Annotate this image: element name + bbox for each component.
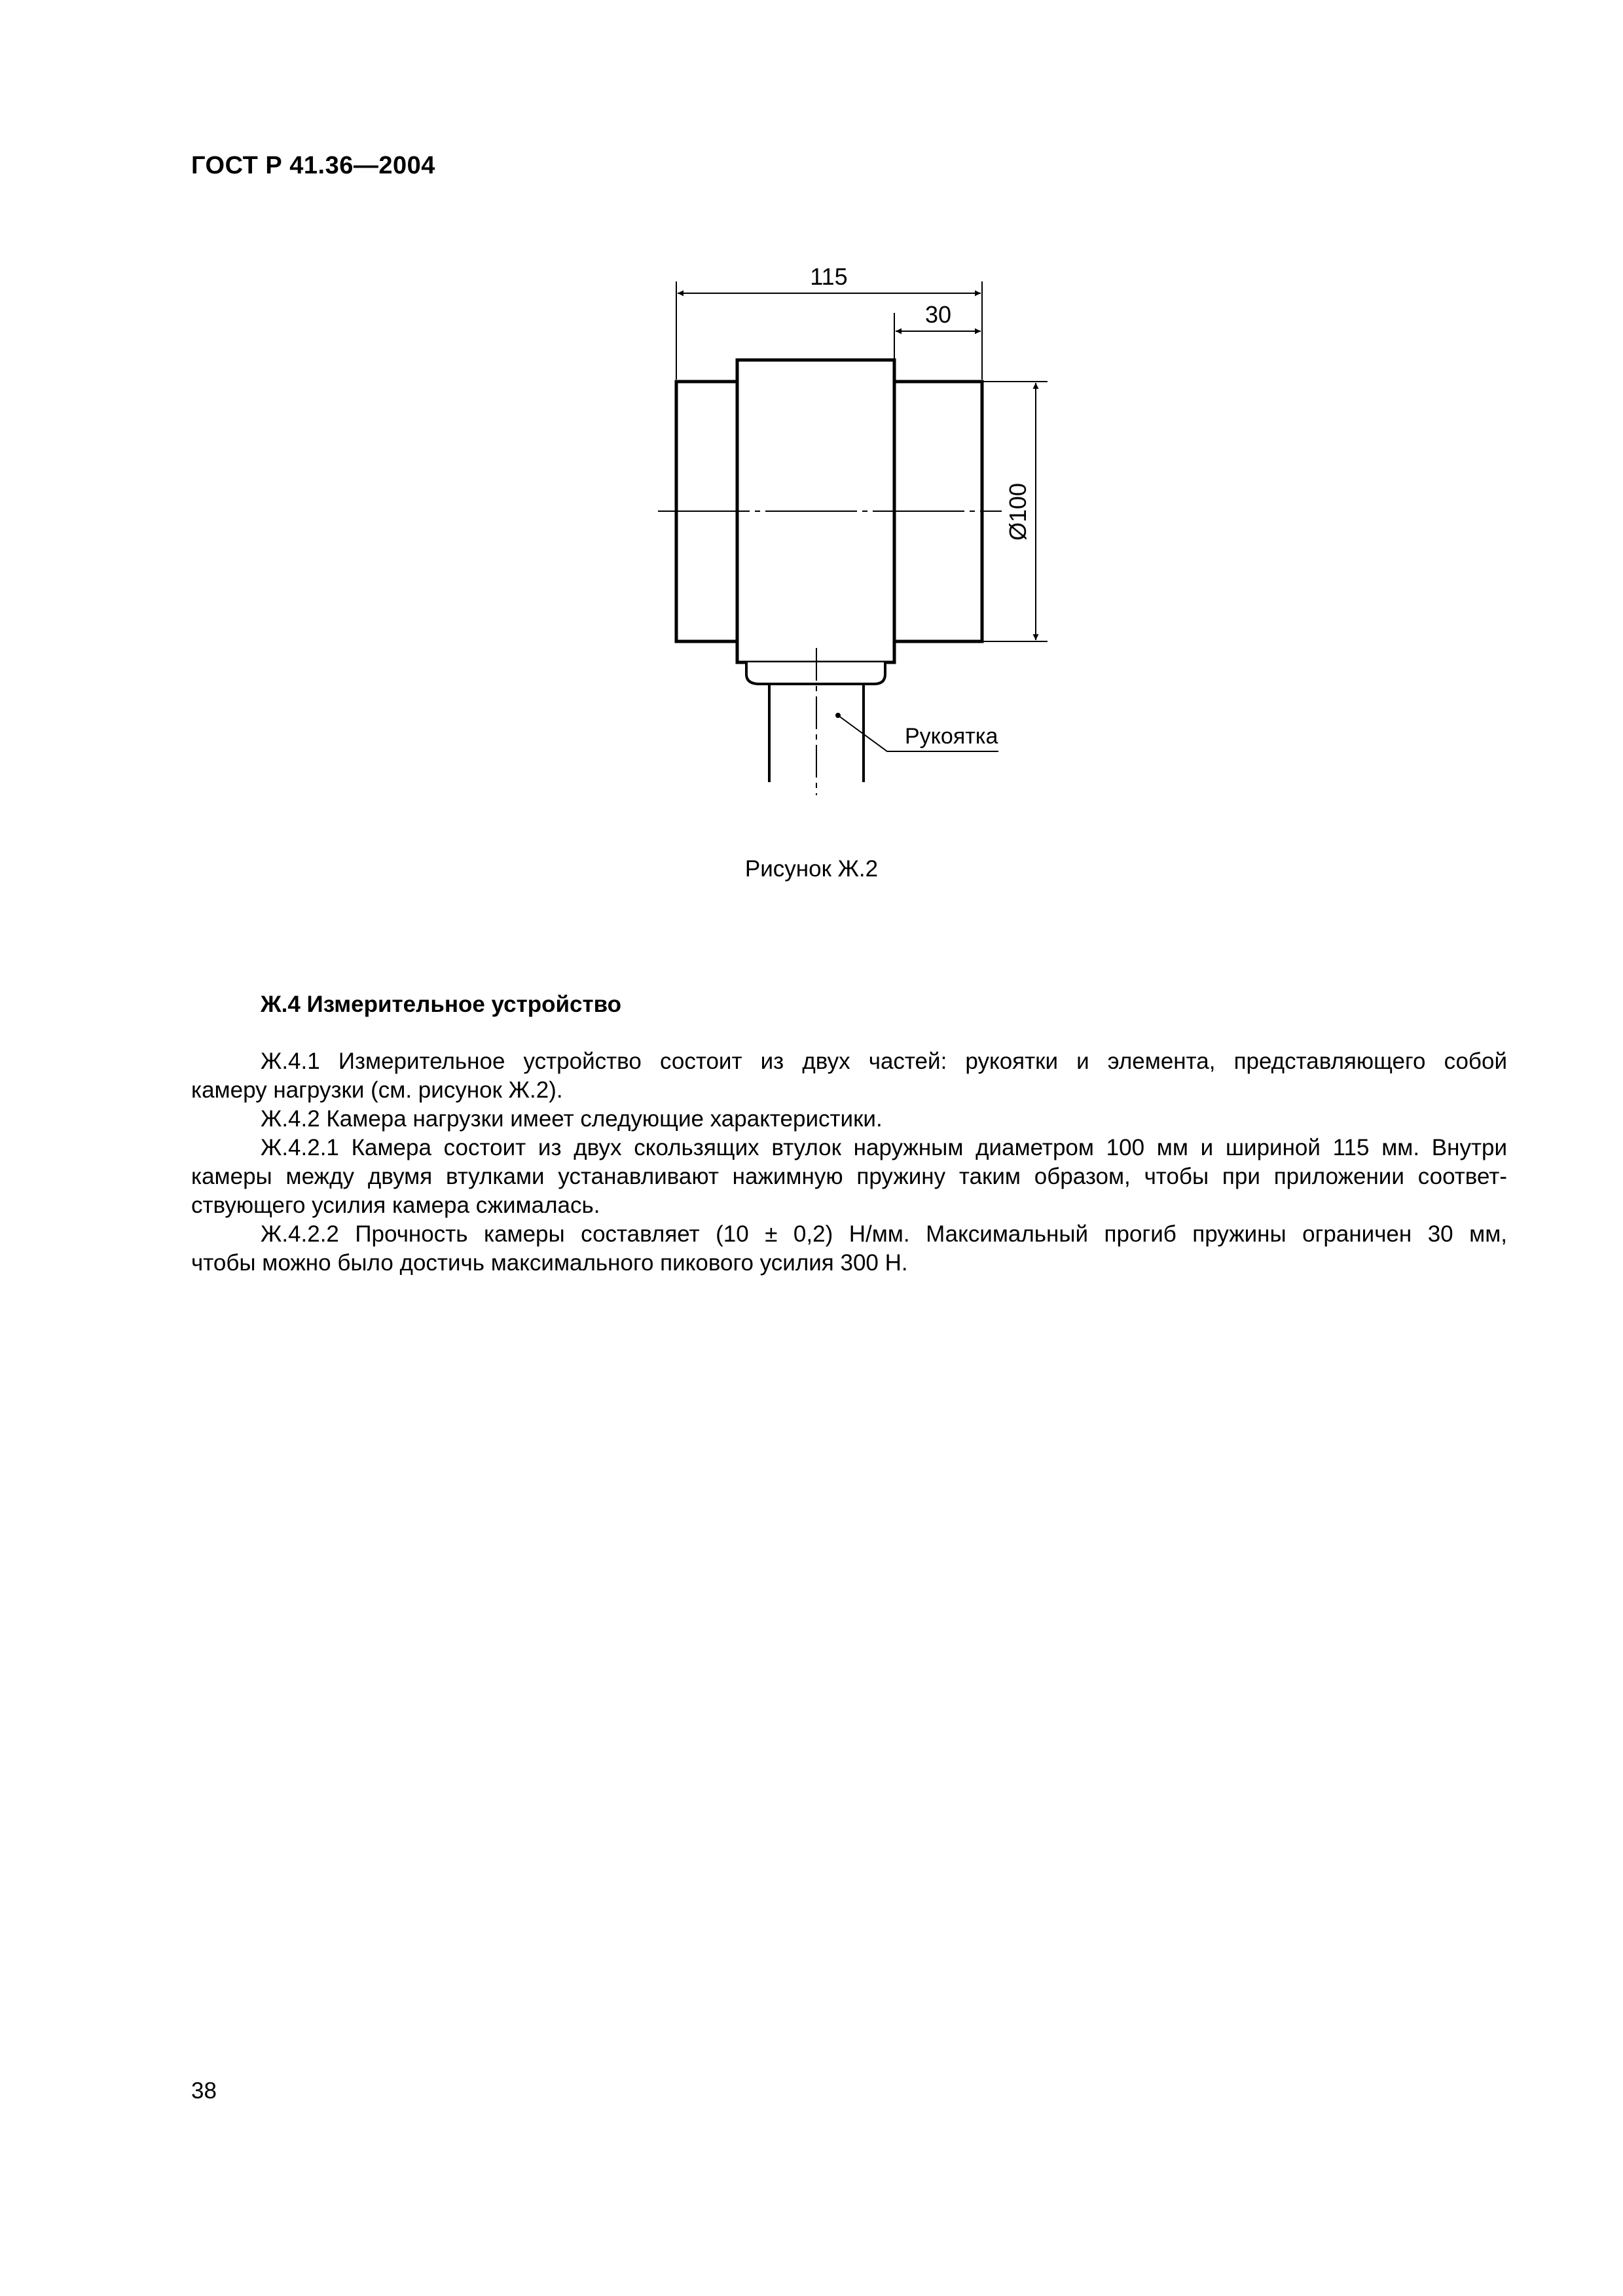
text-line: Ж.4.2 Камера нагрузки имеет следующие характеристики. [261,1106,883,1132]
text-line: камеру нагрузки (см. рисунок Ж.2). [191,1077,563,1103]
dimension-diameter-label: Ø100 [1004,482,1031,541]
text-line: камеры между двумя втулками устанавливают нажимную пружину таким образом, чтобы при приложении соответ- [191,1164,1507,1189]
paragraph-4-2-1 [191,1134,1507,1220]
handle-label: Рукоятка [905,724,998,749]
section-heading: Ж.4 Измерительное устройство [261,992,622,1017]
text-line: Ж.4.2.2 Прочность камеры составляет (10 ± 0,2) Н/мм. Максимальный прогиб пружины ограничен 30 мм, [261,1221,1507,1247]
text-line: чтобы можно было достичь максимального пикового усилия 300 Н. [191,1250,908,1276]
dimension-width-label: 115 [810,263,848,290]
technical-drawing [622,255,1080,818]
page-number: 38 [191,2078,217,2104]
figure-load-chamber [622,255,1080,818]
text-line: Ж.4.2.1 Камера состоит из двух скользящих втулок наружным диаметром 100 мм и шириной 115 мм. Внутри [261,1135,1507,1160]
paragraph-4-2-2 [191,1220,1507,1278]
section-body [191,1047,1507,1278]
figure-caption: Рисунок Ж.2 [744,856,879,882]
paragraph-4-1 [191,1047,1507,1105]
dimension-offset-label: 30 [924,301,952,328]
paragraph-4-2 [191,1105,1507,1134]
text-line: ствующего усилия камера сжималась. [191,1193,600,1218]
document-header: ГОСТ Р 41.36—2004 [191,152,435,179]
text-line: Ж.4.1 Измерительное устройство состоит из двух частей: рукоятки и элемента, представляющего собой [261,1049,1507,1074]
